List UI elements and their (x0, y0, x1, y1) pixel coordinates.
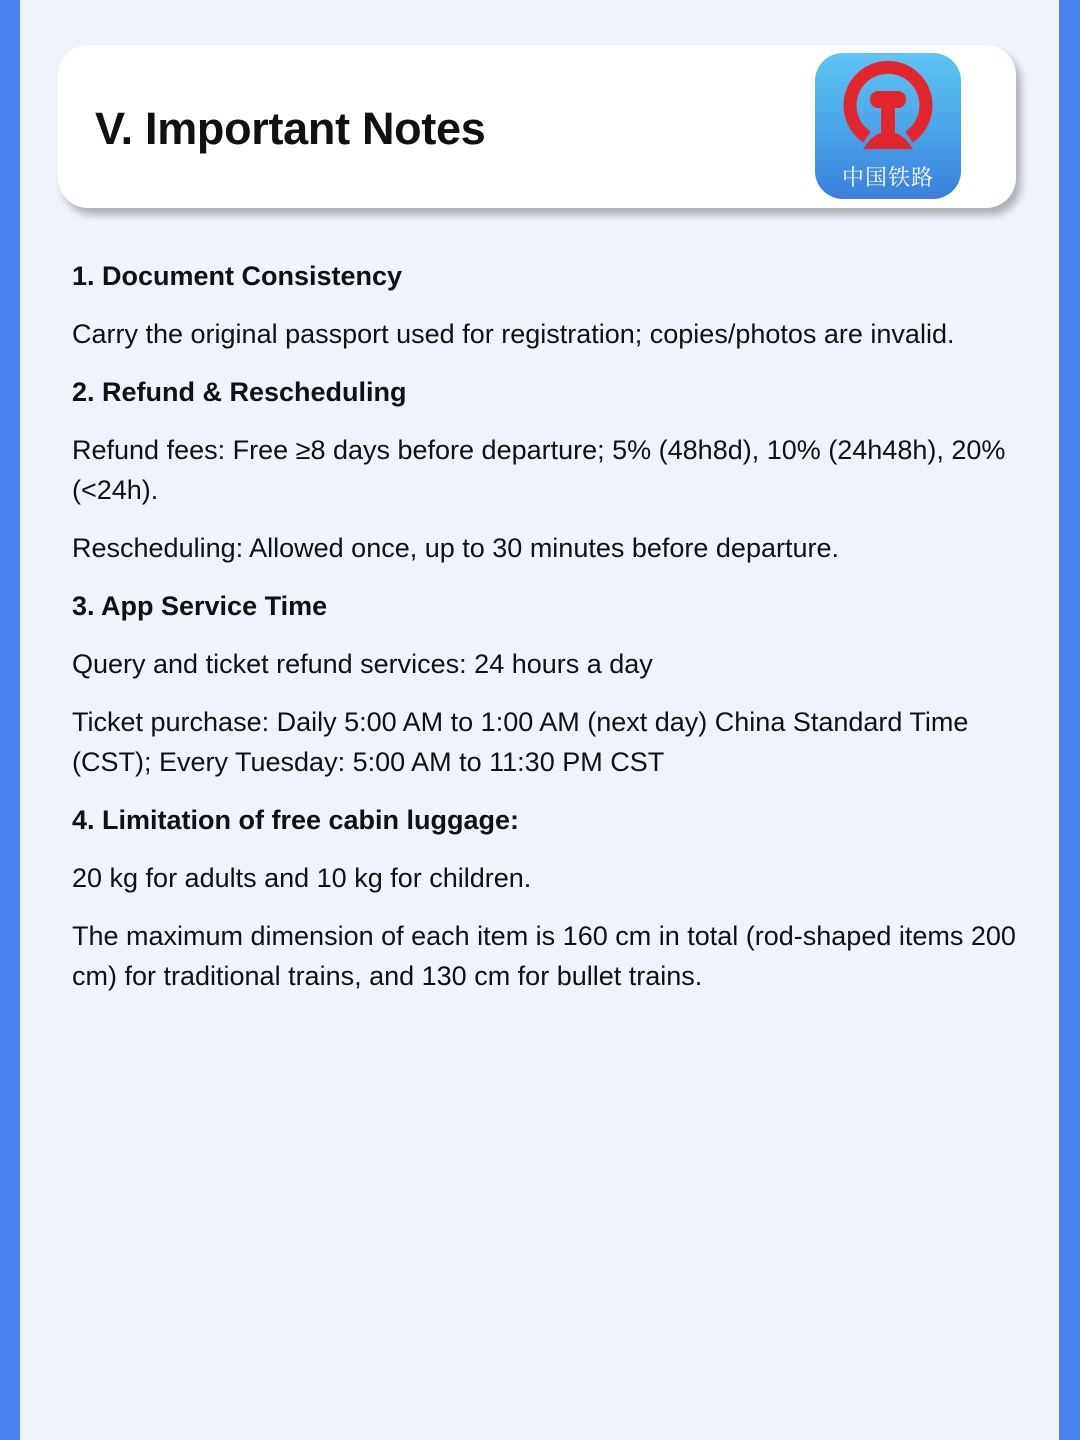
paragraph-ticket-purchase-hours: Ticket purchase: Daily 5:00 AM to 1:00 AM (next day) China Standard Time (CST); Every Tuesday: 5:00 AM to 11:30 PM CST (72, 707, 969, 777)
page-title: V. Important Notes (95, 103, 486, 154)
china-railway-app-logo (815, 53, 961, 199)
logo-text: 中国铁路 (841, 166, 934, 191)
header-card (58, 45, 1016, 208)
page (20, 0, 1059, 1440)
section-heading-luggage: 4. Limitation of free cabin luggage: (72, 805, 520, 835)
paragraph-passport: Carry the original passport used for registration; copies/photos are invalid. (72, 319, 955, 349)
paragraph-query-refund-hours: Query and ticket refund services: 24 hours a day (72, 649, 653, 679)
section-heading-document-consistency: 1. Document Consistency (72, 261, 403, 291)
section-heading-app-service-time: 3. App Service Time (72, 591, 328, 621)
paragraph-luggage-weight: 20 kg for adults and 10 kg for children. (72, 863, 532, 893)
paragraph-rescheduling: Rescheduling: Allowed once, up to 30 minutes before departure. (72, 533, 839, 563)
paragraph-luggage-dimension: The maximum dimension of each item is 160 cm in total (rod-shaped items 200 cm) for traditional trains, and 130 cm for bullet trains. (72, 921, 1016, 991)
section-heading-refund-rescheduling: 2. Refund & Rescheduling (72, 377, 407, 407)
paragraph-refund-fees: Refund fees: Free ≥8 days before departure; 5% (48h8d), 10% (24h48h), 20% (<24h). (72, 435, 1006, 505)
notes-content (72, 256, 1022, 1014)
